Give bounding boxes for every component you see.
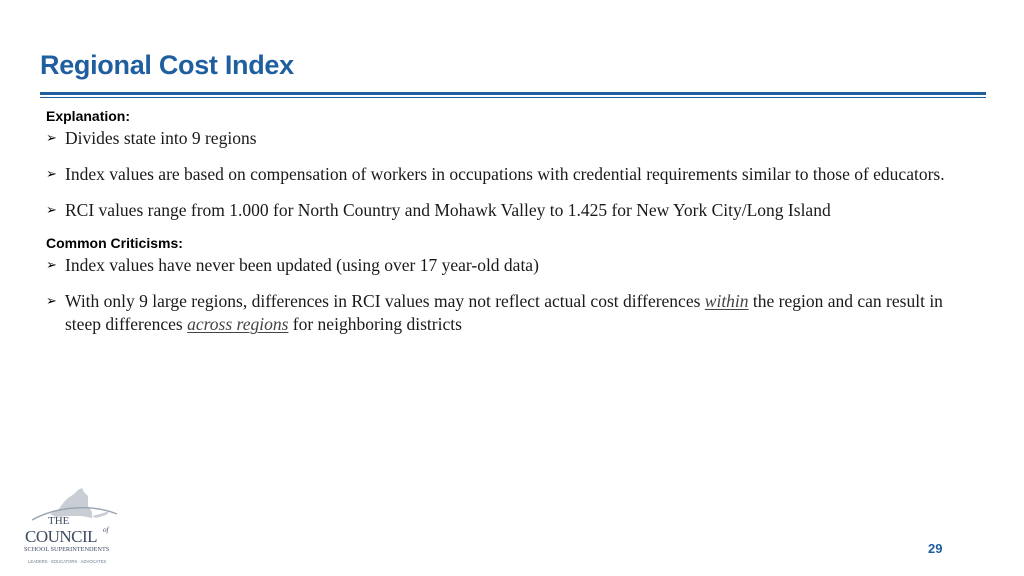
emphasis-within: within (704, 291, 749, 311)
bullet-text: Index values are based on compensation of workers in occupations with credential requirements similar to those of educators. (65, 164, 945, 184)
logo-of: of (103, 526, 109, 534)
logo-council: COUNCIL (25, 527, 98, 546)
emphasis-across-regions: across regions (187, 314, 289, 334)
criticisms-heading: Common Criticisms: (46, 235, 183, 251)
explanation-bullet (46, 199, 966, 222)
title-divider-thin (40, 97, 986, 98)
bullet-text (65, 290, 966, 336)
slide-title: Regional Cost Index (40, 50, 294, 80)
arrow-bullet-icon: ➢ (46, 131, 57, 146)
logo-the: THE (48, 515, 70, 527)
explanation-bullet (46, 163, 966, 186)
bullet-text: Divides state into 9 regions (65, 128, 257, 148)
bullet-text: RCI values range from 1.000 for North Country and Mohawk Valley to 1.425 for New York City/Long Island (65, 200, 831, 220)
title-divider-thick (40, 92, 986, 95)
explanation-bullet (46, 127, 966, 150)
bullet-text: Index values have never been updated (using over 17 year-old data) (65, 255, 539, 275)
arrow-bullet-icon: ➢ (46, 203, 57, 218)
new-york-state-icon (32, 488, 117, 520)
arrow-bullet-icon: ➢ (46, 258, 57, 273)
logo-tagline: LEADERS · EDUCATORS · ADVOCATES (28, 559, 107, 564)
slide-body (46, 108, 966, 349)
council-logo (22, 484, 122, 566)
arrow-bullet-icon: ➢ (46, 294, 57, 309)
page-number: 29 (928, 541, 943, 556)
bullet-text-part: for neighboring districts (288, 314, 462, 334)
arrow-bullet-icon: ➢ (46, 167, 57, 182)
bullet-text-part: With only 9 large regions, differences in RCI values may not reflect actual cost differences (65, 291, 705, 311)
criticism-bullet (46, 290, 966, 336)
explanation-heading: Explanation: (46, 108, 131, 124)
logo-school-superintendents: SCHOOL SUPERINTENDENTS (24, 546, 110, 553)
bullet-text-part: the region and can result in steep differences (65, 291, 943, 334)
criticism-bullet (46, 254, 966, 277)
